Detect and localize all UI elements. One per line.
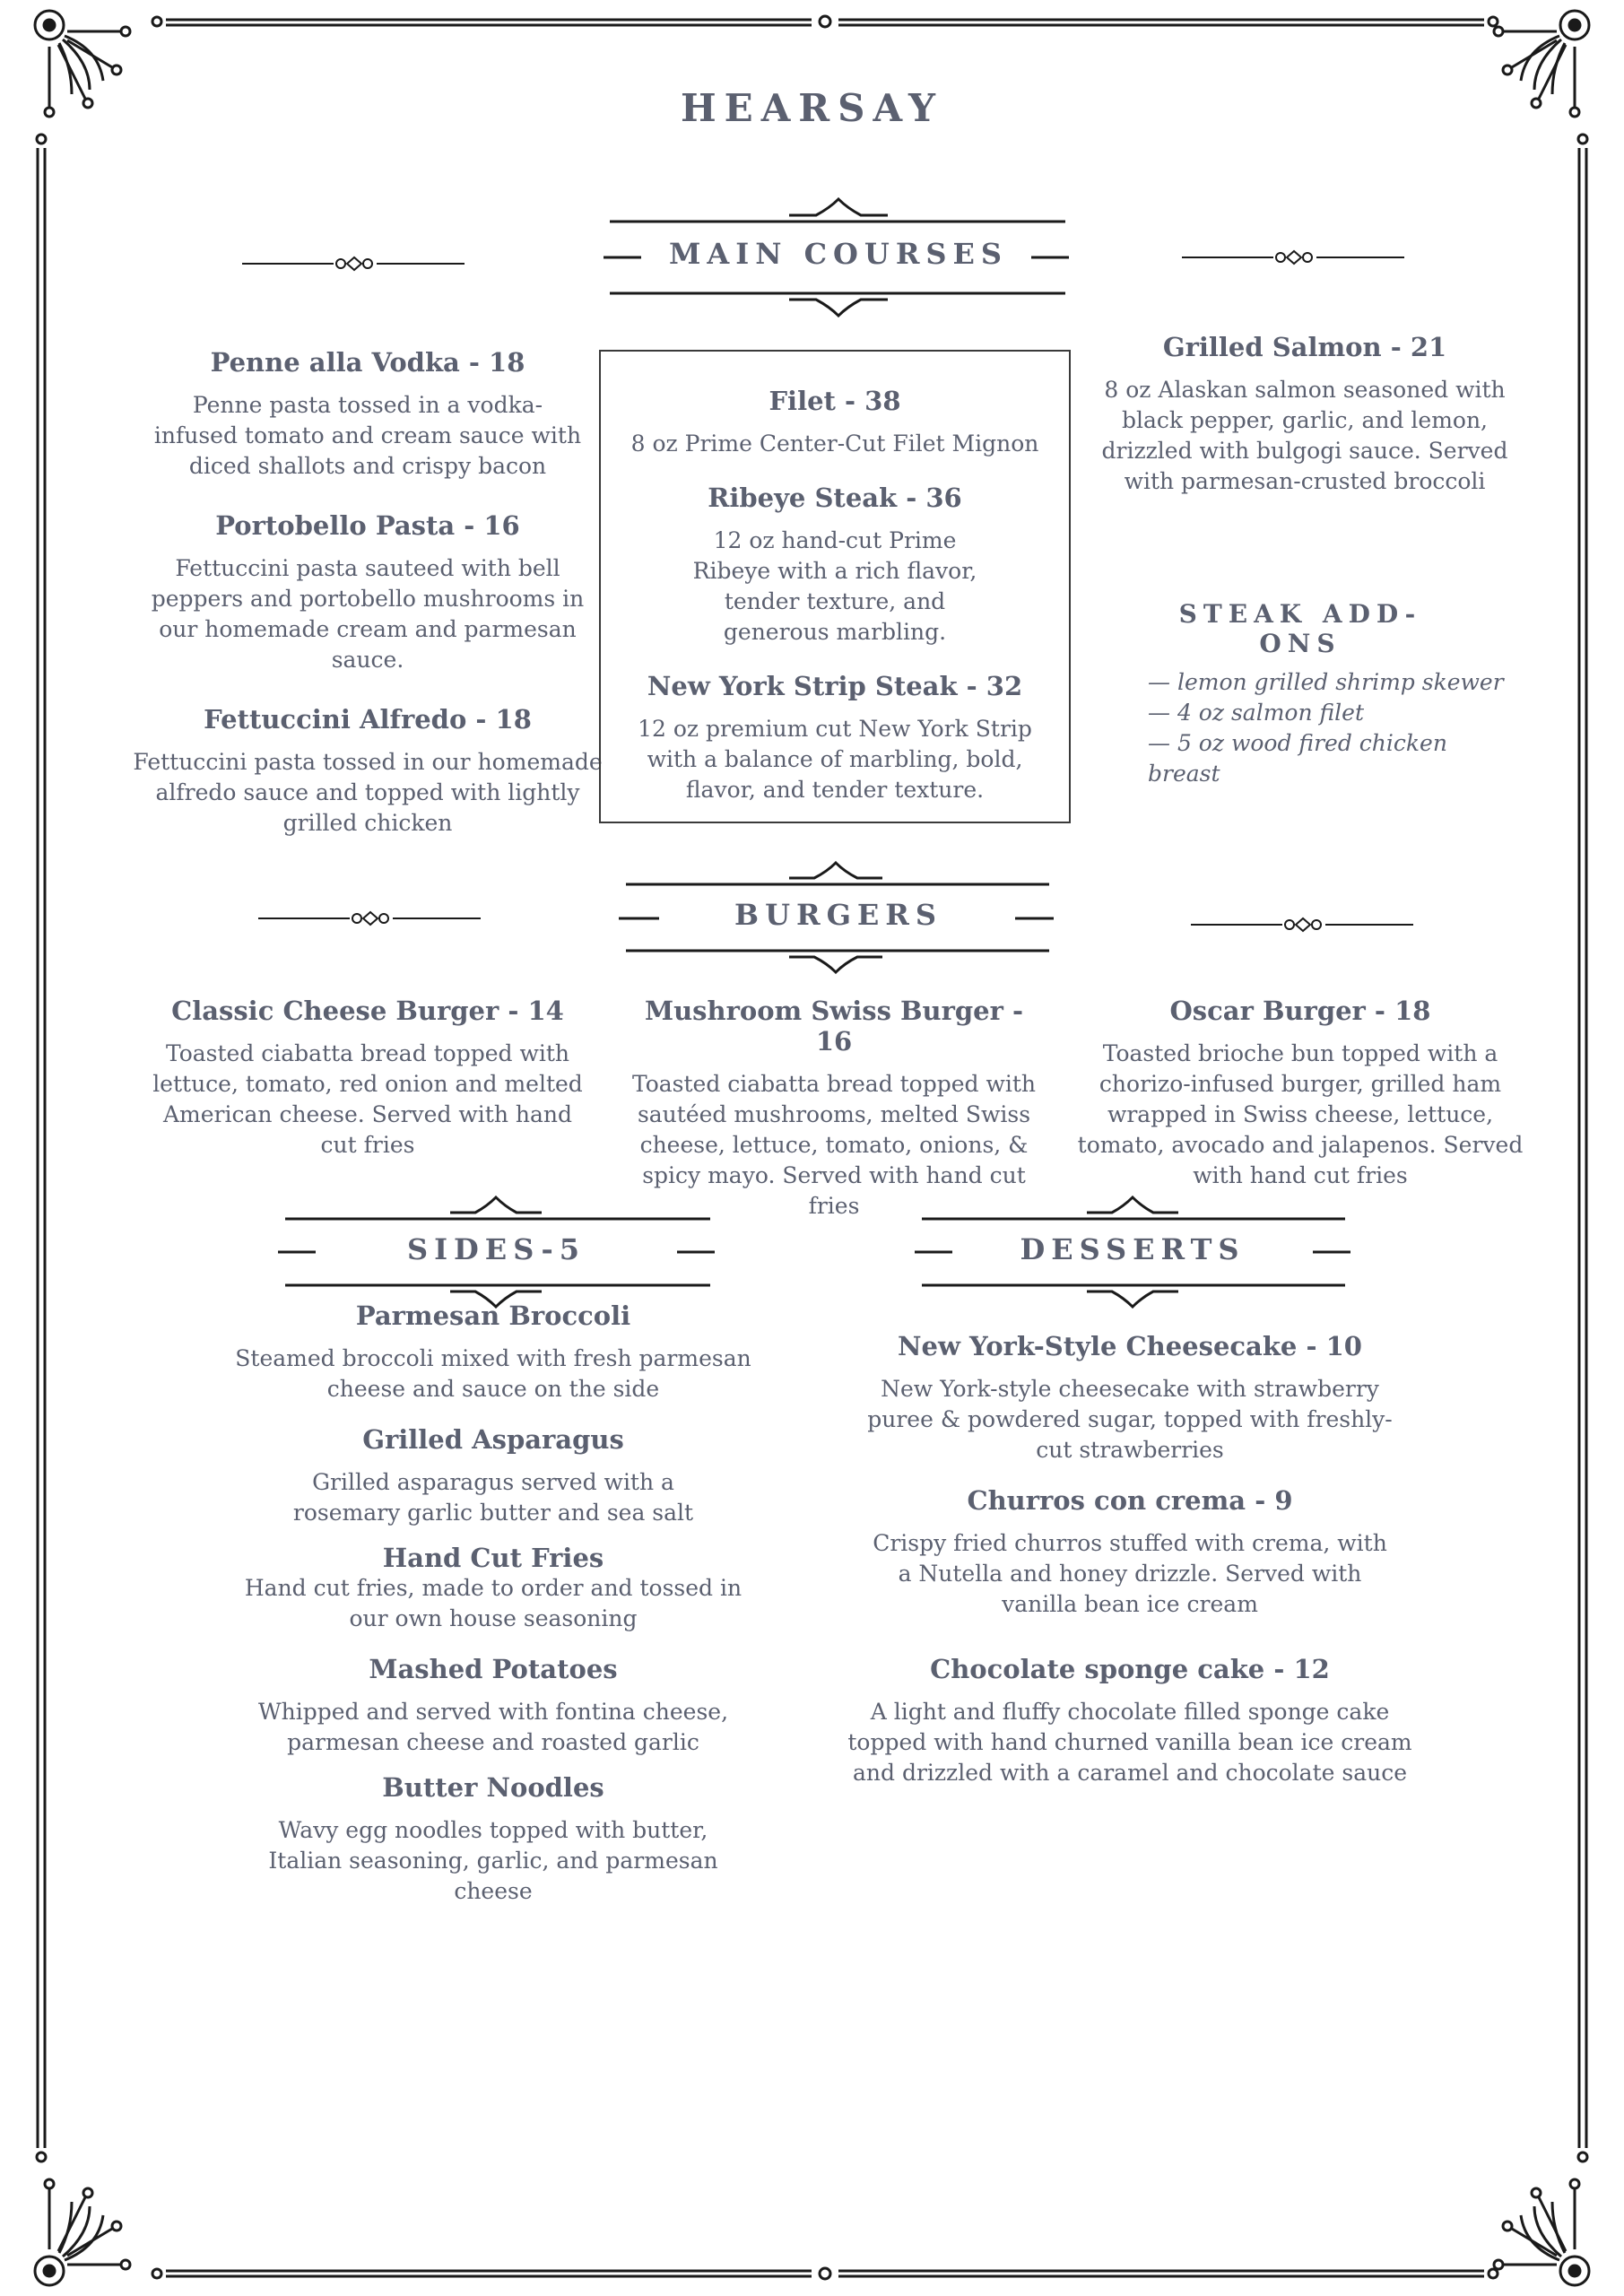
burgers-title: BURGERS [734,898,942,932]
item-name: Parmesan Broccoli [355,1300,631,1331]
item-name: Oscar Burger - 18 [1169,996,1431,1026]
addon-item: — 4 oz salmon filet [1148,700,1365,726]
menu-item [126,347,610,482]
item-desc: Toasted brioche bun topped with a chorizo-infused burger, grilled ham wrapped in Swiss cheese, lettuce, tomato, avocado and jalapenos. Served with hand cut fries [1077,1040,1524,1188]
menu-item [847,1654,1412,1788]
main-left-column [126,347,610,867]
main-right-column [1085,332,1524,526]
item-desc: Hand cut fries, made to order and tossed in our own house seasoning [244,1575,743,1631]
item-name: Mushroom Swiss Burger - 16 [644,996,1024,1057]
item-name: Grilled Salmon - 21 [1162,332,1447,362]
menu-item [1085,332,1524,497]
item-desc: 8 oz Prime Center-Cut Filet Mignon [630,430,1039,457]
item-desc: Toasted ciabatta bread topped with lettuce, tomato, red onion and melted American cheese. Served with hand cut fries [152,1040,583,1158]
item-name: Churros con crema - 9 [967,1485,1293,1516]
sides-column [215,1300,771,1935]
menu-item [215,1772,771,1907]
menu-item [847,1331,1412,1465]
item-desc: Wavy egg noodles topped with butter, Italian seasoning, garlic, and parmesan cheese [268,1817,718,1904]
item-name: Fettuccini Alfredo - 18 [204,704,532,735]
item-desc: Steamed broccoli mixed with fresh parmesan cheese and sauce on the side [235,1345,751,1402]
sides-title: SIDES-5 [406,1232,586,1266]
menu-item [215,1424,771,1528]
menu-item [126,510,610,675]
item-desc: 12 oz hand-cut Prime Ribeye with a rich flavor, tender texture, and generous marbling. [692,527,977,645]
item-name: Chocolate sponge cake - 12 [930,1654,1330,1684]
item-name: Grilled Asparagus [362,1424,624,1455]
menu-item [215,1543,771,1634]
item-desc: Penne pasta tossed in a vodka-infused tomato and cream sauce with diced shallots and crispy bacon [153,392,582,479]
desserts-column [847,1331,1412,1817]
item-desc: Grilled asparagus served with a rosemary garlic butter and sea salt [292,1469,694,1526]
item-desc: 12 oz premium cut New York Strip with a balance of marbling, bold, flavor, and tender texture. [638,716,1032,803]
addon-item: — lemon grilled shrimp skewer [1148,669,1504,695]
item-name: Hand Cut Fries [382,1543,604,1573]
item-desc: Fettuccini pasta tossed in our homemade alfredo sauce and topped with lightly grilled chicken [133,749,603,836]
restaurant-title: HEARSAY [681,86,943,130]
item-name: Portobello Pasta - 16 [215,510,520,541]
item-name: Classic Cheese Burger - 14 [171,996,564,1026]
menu-item [619,483,1051,648]
item-desc: Fettuccini pasta sauteed with bell peppers and portobello mushrooms in our homemade cream and parmesan sauce. [151,555,585,673]
steak-box [599,350,1071,823]
item-desc: Whipped and served with fontina cheese, parmesan cheese and roasted garlic [257,1699,729,1755]
menu-item [143,996,592,1161]
menu-item [623,996,1045,1222]
item-name: New York Strip Steak - 32 [647,671,1023,701]
menu-item [126,704,610,839]
main-courses-title: MAIN COURSES [668,237,1009,271]
item-name: New York-Style Cheesecake - 10 [898,1331,1362,1361]
item-desc: Crispy fried churros stuffed with crema, with a Nutella and honey drizzle. Served with vanilla bean ice cream [873,1530,1387,1617]
menu-item [619,386,1051,459]
item-name: Filet - 38 [769,386,901,416]
item-name: Butter Noodles [382,1772,604,1803]
item-name: Ribeye Steak - 36 [708,483,962,513]
menu-item [1067,996,1533,1191]
steak-addons [1148,599,1524,789]
steak-addons-title: STEAK ADD-ONS [1178,599,1422,658]
item-name: Mashed Potatoes [369,1654,618,1684]
desserts-title: DESSERTS [1020,1232,1246,1266]
item-desc: 8 oz Alaskan salmon seasoned with black pepper, garlic, and lemon, drizzled with bulgogi sauce. Served with parmesan-crusted broccoli [1101,377,1508,494]
menu-item [847,1485,1412,1620]
menu-item [215,1300,771,1405]
item-name: Penne alla Vodka - 18 [210,347,525,378]
menu-item [619,671,1051,805]
item-desc: A light and fluffy chocolate filled sponge cake topped with hand churned vanilla bean ice cream and drizzled with a caramel and chocolate sauce [847,1699,1412,1786]
menu-item [215,1654,771,1758]
item-desc: Toasted ciabatta bread topped with sautéed mushrooms, melted Swiss cheese, lettuce, tomato, onions, & spicy mayo. Served with hand cut fries [631,1071,1037,1219]
addon-item: — 5 oz wood fired chicken breast [1148,730,1447,787]
item-desc: New York-style cheesecake with strawberry puree & powdered sugar, topped with freshly-cut strawberries [867,1376,1393,1463]
